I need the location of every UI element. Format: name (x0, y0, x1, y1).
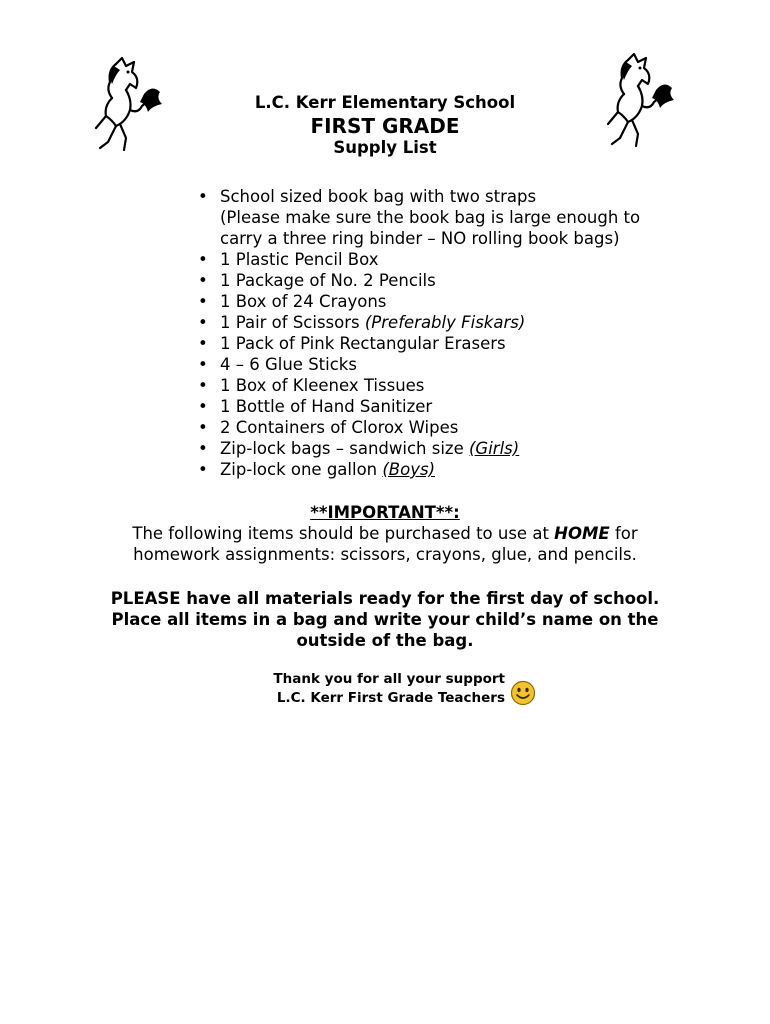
list-item-text: 1 Pair of Scissors (220, 313, 365, 332)
list-item-text: 1 Plastic Pencil Box (220, 250, 379, 269)
list-item-text: 1 Box of 24 Crayons (220, 292, 387, 311)
list-item (198, 186, 718, 249)
list-item-text: 4 – 6 Glue Sticks (220, 355, 357, 374)
school-name: L.C. Kerr Elementary School (254, 93, 516, 112)
important-text-part: for (609, 524, 638, 543)
notice-text (0, 588, 770, 651)
notice-line: Place all items in a bag and write your child’s name on the (111, 610, 659, 629)
grade-title: FIRST GRADE (310, 114, 460, 138)
notice-line: outside of the bag. (296, 631, 474, 650)
list-item-note: (Girls) (469, 439, 520, 458)
list-item-text: Zip-lock one gallon (220, 460, 383, 479)
list-item-text: 1 Pack of Pink Rectangular Erasers (220, 334, 506, 353)
list-item (198, 417, 718, 438)
list-item-text: Zip-lock bags – sandwich size (220, 439, 469, 458)
important-text-part: homework assignments: scissors, crayons, glue, and pencils. (133, 545, 637, 564)
list-item (198, 291, 718, 312)
list-item (198, 270, 718, 291)
list-item-text: 2 Containers of Clorox Wipes (220, 418, 459, 437)
smiley-face-icon (510, 680, 536, 706)
closing-text (200, 670, 505, 708)
important-heading: **IMPORTANT**: (310, 503, 460, 522)
supply-list (198, 186, 718, 480)
list-item (198, 396, 718, 417)
important-emphasis: HOME (554, 524, 610, 543)
list-item-note: (Preferably Fiskars) (364, 313, 526, 332)
list-item (198, 249, 718, 270)
closing-line: L.C. Kerr First Grade Teachers (276, 690, 505, 706)
closing-line: Thank you for all your support (273, 671, 505, 687)
list-item-note: (Boys) (382, 460, 436, 479)
list-item-note: carry a three ring binder – NO rolling book bags) (220, 229, 620, 248)
list-item (198, 438, 718, 459)
list-item-text: 1 Bottle of Hand Sanitizer (220, 397, 433, 416)
list-item (198, 312, 718, 333)
list-title: Supply List (333, 138, 437, 157)
list-item (198, 459, 718, 480)
list-item-text: 1 Box of Kleenex Tissues (220, 376, 425, 395)
important-text-part: The following items should be purchased to use at (132, 524, 555, 543)
list-item (198, 333, 718, 354)
list-item-note: (Please make sure the book bag is large enough to (220, 208, 641, 227)
notice-line: PLEASE have all materials ready for the first day of school. (110, 589, 660, 608)
list-item-text: 1 Package of No. 2 Pencils (220, 271, 436, 290)
list-item (198, 354, 718, 375)
list-item (198, 375, 718, 396)
list-item-text: School sized book bag with two straps (220, 187, 537, 206)
important-text (0, 523, 770, 565)
